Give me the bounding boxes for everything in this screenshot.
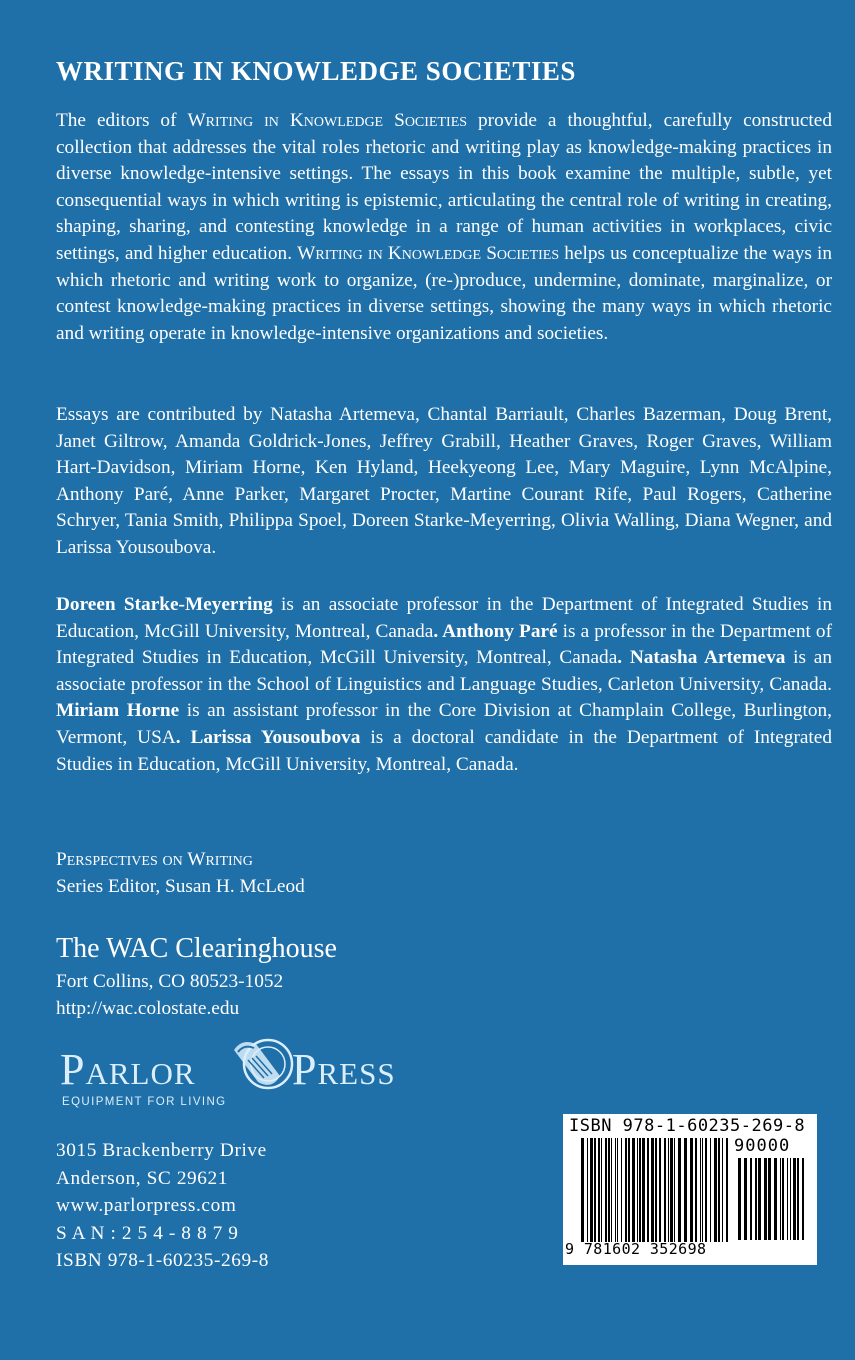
series-name: Perspectives on Writing <box>56 849 253 870</box>
editor-name: Doreen Starke-Meyerring <box>56 594 273 615</box>
barcode-bar <box>780 1158 781 1240</box>
barcode-bar <box>790 1158 791 1240</box>
address-san: S A N : 2 5 4 - 8 8 7 9 <box>56 1222 239 1244</box>
editor-name: . Larissa Yousoubova <box>175 726 361 748</box>
barcode-bar <box>802 1158 804 1240</box>
address-isbn: ISBN 978-1-60235-269-8 <box>56 1250 269 1271</box>
editors-bio-paragraph <box>56 592 832 778</box>
barcode-bar <box>750 1158 752 1240</box>
barcode-bar <box>774 1158 777 1240</box>
barcode-bar <box>668 1138 669 1242</box>
editor-bio: is an associate professor in the Department of Integrated Studies in Education, McGill University, Montreal, Canada <box>56 594 832 642</box>
address-street: 3015 Brackenberry Drive <box>56 1140 267 1161</box>
publisher-name: The WAC Clearinghouse <box>56 933 337 964</box>
logo-word-press: Press <box>292 1045 396 1094</box>
barcode-bar <box>764 1158 767 1240</box>
barcode-bar <box>601 1138 602 1242</box>
barcode-bar <box>787 1158 788 1240</box>
barcode-bar <box>695 1138 697 1242</box>
barcode-isbn-label: ISBN 978-1-60235-269-8 <box>569 1116 806 1136</box>
barcode-bar <box>710 1138 711 1242</box>
barcode-bar <box>702 1138 703 1242</box>
barcode-addon-bars-icon <box>738 1158 804 1240</box>
editor-bio: is a doctoral candidate in the Department of Integrated Studies in Education, McGill University, Montreal, Canada. <box>56 726 832 775</box>
editor-name: . Natasha Artemeva <box>617 647 786 669</box>
logo-word-parlor: Parlor <box>60 1045 196 1094</box>
barcode-bar <box>722 1138 723 1242</box>
barcode-bar <box>690 1138 693 1242</box>
editor-name: . Anthony Paré <box>433 620 558 642</box>
editor-bio: is an associate professor in the School of Linguistics and Language Studies, Carleton University, Canada. <box>56 647 832 695</box>
barcode-bar <box>655 1138 657 1242</box>
barcode-bar <box>714 1138 717 1242</box>
barcode-bar <box>670 1138 673 1242</box>
barcode-bar <box>793 1158 796 1240</box>
barcode-bar <box>726 1138 728 1242</box>
barcode-bar <box>611 1138 612 1242</box>
press-address <box>56 1137 269 1275</box>
publisher-city: Fort Collins, CO 80523-1052 <box>56 971 284 992</box>
barcode-bar <box>617 1138 618 1242</box>
barcode-bar <box>768 1158 771 1240</box>
barcode-bar <box>674 1138 675 1242</box>
series-editor: Series Editor, Susan H. McLeod <box>56 876 305 897</box>
editor-bio: is an assistant professor in the Core Division at Champlain College, Burlington, Vermont, USA <box>56 700 832 748</box>
address-city: Anderson, SC 29621 <box>56 1167 229 1189</box>
barcode-bar <box>797 1158 799 1240</box>
barcode-bar <box>598 1138 600 1242</box>
barcode-bar <box>637 1138 638 1242</box>
isbn-barcode <box>563 1114 817 1265</box>
publisher-block <box>56 930 337 1022</box>
address-web: www.parlorpress.com <box>56 1195 237 1216</box>
description-text: provide a thoughtful, carefully constructed collection that addresses the vital roles rhetoric and writing play as knowledge-making practices in diverse knowledge-intensive settings. The essays in this book examine the multiple, subtle, yet consequential ways in which writing is epistemic, articulating the central role of writing in creating, shaping, sharing, and contesting knowledge in a range of human activities in workplaces, civic settings, and higher education. <box>56 110 832 264</box>
barcode-bar <box>738 1158 741 1240</box>
barcode-bar <box>587 1138 588 1242</box>
series-block <box>56 846 305 900</box>
barcode-bar <box>664 1138 666 1242</box>
parlor-press-logo <box>60 1032 430 1112</box>
barcode-bar <box>639 1138 641 1242</box>
barcode-bar <box>594 1138 596 1242</box>
barcode-bar <box>642 1138 645 1242</box>
book-title: WRITING IN KNOWLEDGE SOCIETIES <box>56 56 576 86</box>
barcode-bar <box>758 1158 761 1240</box>
barcode-bar <box>700 1138 701 1242</box>
barcode-bar <box>628 1138 630 1242</box>
barcode-bar <box>651 1138 654 1242</box>
editor-name: Miriam Horne <box>56 700 180 722</box>
description-paragraph <box>56 108 832 347</box>
barcode-bar <box>590 1138 593 1242</box>
book-title-inline: Writing in Knowledge Societies <box>297 242 560 264</box>
barcode-bar <box>615 1138 616 1242</box>
description-text: The editors of <box>56 110 188 131</box>
barcode-bar <box>705 1138 707 1242</box>
barcode-bar <box>659 1138 661 1242</box>
scroll-emblem-icon <box>228 1032 294 1098</box>
logo-tagline: EQUIPMENT FOR LIVING <box>62 1096 227 1108</box>
barcode-bars-icon <box>581 1138 729 1242</box>
barcode-bar <box>647 1138 649 1242</box>
barcode-bar <box>678 1138 681 1242</box>
book-title-inline: Writing in Knowledge Societies <box>187 110 468 131</box>
barcode-bar <box>718 1138 720 1242</box>
barcode-bar <box>632 1138 635 1242</box>
barcode-bar <box>755 1158 757 1240</box>
barcode-bar <box>621 1138 622 1242</box>
contributors-paragraph: Essays are contributed by Natasha Artemeva, Chantal Barriault, Charles Bazerman, Doug Brent, Janet Giltrow, Amanda Goldrick-Jones, Jeffrey Grabill, Heather Graves, Roger Graves, William Hart-Davidson, Miriam Horne, Ken Hyland, Heekyeong Lee, Mary Maguire, Lynn McAlpine, Anthony Paré, Anne Parker, Margaret Procter, Martine Courant Rife, Paul Rogers, Catherine Schryer, Tania Smith, Philippa Spoel, Doreen Starke-Meyerring, Olivia Walling, Diana Wegner, and Larissa Yousoubova. <box>56 404 832 558</box>
barcode-bar <box>684 1138 687 1242</box>
barcode-bar <box>608 1138 610 1242</box>
publisher-url: http://wac.colostate.edu <box>56 998 240 1019</box>
description-text: helps us conceptualize the ways in which rhetoric and writing work to organize, (re-)produce, undermine, dominate, marginalize, or contest knowledge-making practices in diverse settings, showing the many ways in which rhetoric and writing operate in knowledge-intensive organizations and societies. <box>56 242 832 344</box>
barcode-bar <box>625 1138 627 1242</box>
barcode-bar <box>782 1158 784 1240</box>
editor-bio: is a professor in the Department of Integrated Studies in Education, McGill University, Montreal, Canada <box>56 620 832 669</box>
barcode-bar <box>581 1138 584 1242</box>
barcode-addon-digits: 90000 <box>734 1136 791 1156</box>
barcode-bar <box>605 1138 607 1242</box>
barcode-ean-digits: 9 781602 352698 <box>565 1240 707 1258</box>
barcode-bar <box>744 1158 747 1240</box>
